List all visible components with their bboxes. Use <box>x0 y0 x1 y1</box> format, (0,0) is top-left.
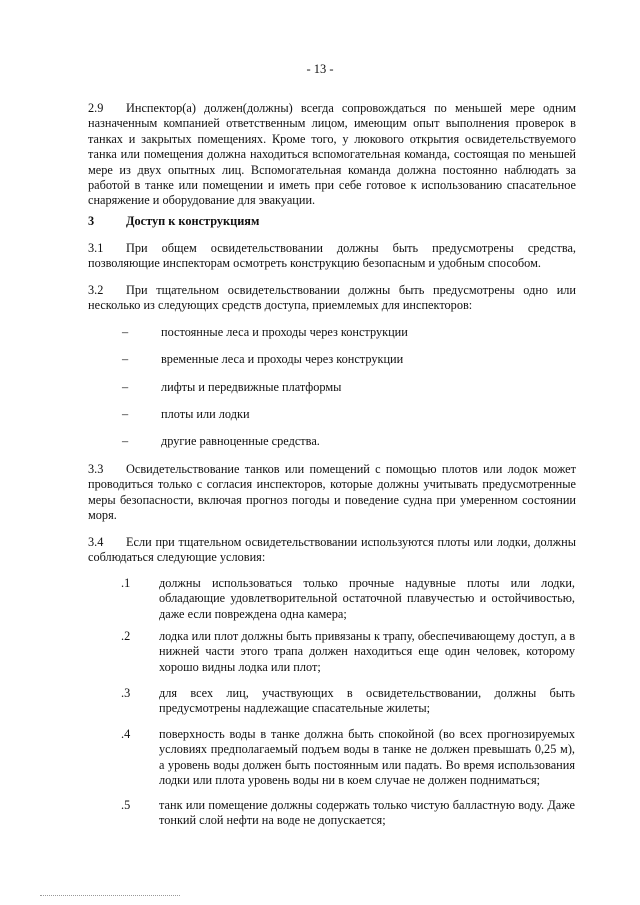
condition-item <box>121 629 575 675</box>
paragraph-3-4 <box>88 535 576 566</box>
list-item-text: временные леса и проходы через конструкции <box>161 352 404 366</box>
dash-bullet: – <box>122 407 129 421</box>
condition-text: поверхность воды в танке должна быть спокойной (во всех прогнозируемых условиях предполагаемый подъем воды в танке не должен превышать 0,25 м), а уровень воды должен быть постоянным или падать. Во время использования лодки или плота уровень воды ни в коем случае не должен подниматься; <box>159 727 575 788</box>
condition-item <box>121 798 575 829</box>
paragraph-number: 3.4 <box>88 535 104 549</box>
condition-number: .4 <box>121 727 131 741</box>
paragraph-text: При общем освидетельствовании должны быть предусмотрены средства, позволяющие инспекторам осмотреть конструкцию безопасным и удобным способом. <box>88 241 576 271</box>
paragraph-2-9 <box>88 101 576 209</box>
paragraph-3-3 <box>88 462 576 524</box>
paragraph-number: 3.1 <box>88 241 104 255</box>
condition-number: .1 <box>121 576 131 590</box>
list-item-text: другие равноценные средства. <box>161 434 320 448</box>
paragraph-number: 2.9 <box>88 101 104 115</box>
dash-bullet: – <box>122 380 129 394</box>
condition-text: лодка или плот должны быть привязаны к трапу, обеспечивающему доступ, а в нижней части этого трапа должен находиться еще один человек, которому хорошо видны лодка или плот; <box>159 629 575 674</box>
list-item-text: постоянные леса и проходы через конструкции <box>161 325 408 339</box>
condition-item <box>121 727 575 789</box>
condition-text: танк или помещение должны содержать только чистую балластную воду. Даже тонкий слой нефти на воде не допускается; <box>159 798 575 828</box>
paragraph-3-1 <box>88 241 576 272</box>
paragraph-number: 3.3 <box>88 462 104 476</box>
dash-bullet: – <box>122 352 129 366</box>
paragraph-text: Инспектор(а) должен(должны) всегда сопровождаться по меньшей мере одним назначенным компанией ответственным лицом, имеющим опыт выполнения проверок в танках и закрытых помещениях. Кроме того, у люкового открытия освидетельствуемого танка или помещения должна находиться вспомогательная команда, состоящая по меньшей мере из двух опытных лиц. Вспомогательная команда должна постоянно наблюдать за работой в танке или помещении и иметь при себе готовое к использованию спасательное снаряжение и оборудование для эвакуации. <box>88 101 576 208</box>
list-item-text: лифты и передвижные платформы <box>161 380 342 394</box>
condition-text: должны использоваться только прочные надувные плоты или лодки, обладающие удовлетворительной остаточной плавучестью и остойчивостью, даже если повреждена одна камера; <box>159 576 575 621</box>
dash-bullet: – <box>122 325 129 339</box>
paragraph-3-2 <box>88 283 576 314</box>
condition-text: для всех лиц, участвующих в освидетельствовании, должны быть предусмотрены надлежащие спасательные жилеты; <box>159 686 575 716</box>
dash-bullet: – <box>122 434 129 448</box>
condition-item <box>121 686 575 717</box>
condition-number: .2 <box>121 629 131 643</box>
paragraph-number: 3.2 <box>88 283 104 297</box>
condition-number: .3 <box>121 686 131 700</box>
paragraph-text: Если при тщательном освидетельствовании используются плоты или лодки, должны соблюдаться следующие условия: <box>88 535 576 565</box>
section-number: 3 <box>88 214 95 228</box>
section-title: Доступ к конструкциям <box>126 214 260 228</box>
paragraph-text: При тщательном освидетельствовании должны быть предусмотрены одно или несколько из следующих средств доступа, приемлемых для инспекторов: <box>88 283 576 313</box>
condition-item <box>121 576 575 622</box>
page-number: - 13 - <box>306 62 334 76</box>
footer-separator <box>40 895 180 896</box>
paragraph-text: Освидетельствование танков или помещений с помощью плотов или лодок может проводиться только с согласия инспекторов, которые должны учитывать предусмотренные меры безопасности, включая прогноз погоды и поведение судна при умеренном состоянии моря. <box>88 462 576 523</box>
section-heading-3 <box>88 214 576 229</box>
list-item-text: плоты или лодки <box>161 407 250 421</box>
condition-number: .5 <box>121 798 131 812</box>
